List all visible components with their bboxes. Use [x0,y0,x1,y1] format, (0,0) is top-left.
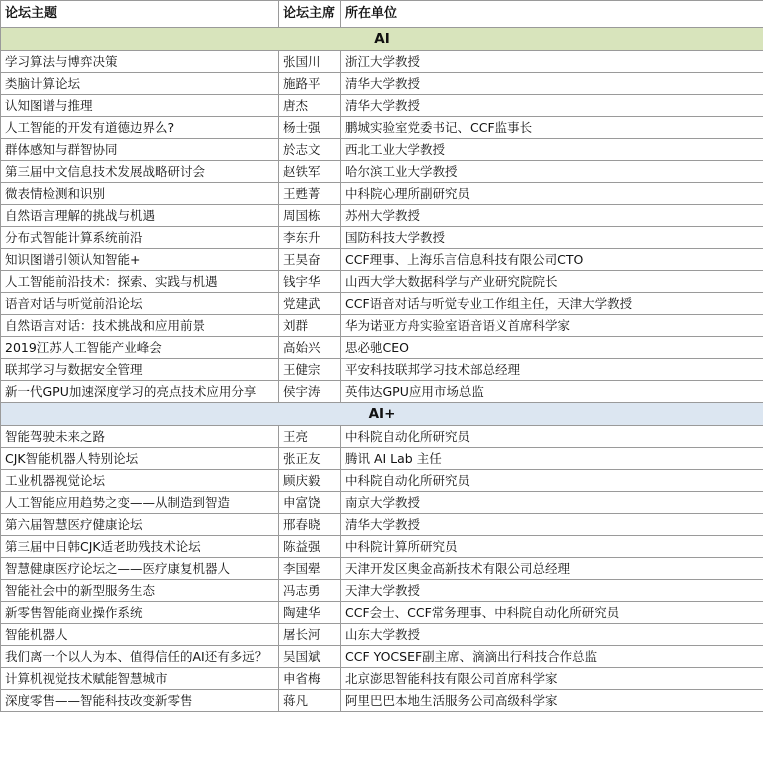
forum-chair-cell: 杨士强 [279,117,341,139]
forum-topic-cell: 新一代GPU加速深度学习的亮点技术应用分享 [1,381,279,403]
table-row [1,580,763,602]
affiliation-cell: 阿里巴巴本地生活服务公司高级科学家 [341,690,763,712]
header-row [1,1,763,28]
forum-chair-cell: 李东升 [279,227,341,249]
forum-topic-cell: 知识图谱引领认知智能+ [1,249,279,271]
forum-chair-cell: 李国翚 [279,558,341,580]
section-title: AI [1,28,763,51]
affiliation-cell: 中科院心理所副研究员 [341,183,763,205]
table-row [1,73,763,95]
forum-chair-cell: 王昊奋 [279,249,341,271]
table-row [1,426,763,448]
affiliation-cell: 天津开发区奥金高新技术有限公司总经理 [341,558,763,580]
forum-topic-cell: 人工智能的开发有道德边界么? [1,117,279,139]
forum-chair-cell: 吴国斌 [279,646,341,668]
affiliation-cell: CCF语音对话与听觉专业工作组主任，天津大学教授 [341,293,763,315]
table-row [1,558,763,580]
affiliation-cell: 腾讯 AI Lab 主任 [341,448,763,470]
forum-topic-cell: 微表情检测和识别 [1,183,279,205]
affiliation-cell: 国防科技大学教授 [341,227,763,249]
forum-chair-cell: 邢春晓 [279,514,341,536]
forum-topic-cell: 工业机器视觉论坛 [1,470,279,492]
forum-chair-cell: 王亮 [279,426,341,448]
forum-chair-cell: 王甦菁 [279,183,341,205]
forum-chair-cell: 申富饶 [279,492,341,514]
forum-chair-cell: 蒋凡 [279,690,341,712]
forum-chair-cell: 屠长河 [279,624,341,646]
affiliation-cell: 中科院计算所研究员 [341,536,763,558]
forum-topic-cell: 智慧健康医疗论坛之——医疗康复机器人 [1,558,279,580]
table-row [1,602,763,624]
affiliation-cell: 山东大学教授 [341,624,763,646]
table-row [1,668,763,690]
forum-chair-cell: 王健宗 [279,359,341,381]
forum-chair-cell: 周国栋 [279,205,341,227]
forum-topic-cell: 人工智能应用趋势之变——从制造到智造 [1,492,279,514]
table-row [1,51,763,73]
forum-chair-cell: 施路平 [279,73,341,95]
forum-topic-cell: 第六届智慧医疗健康论坛 [1,514,279,536]
affiliation-cell: 苏州大学教授 [341,205,763,227]
header-topic: 论坛主题 [1,1,279,28]
affiliation-cell: 思必驰CEO [341,337,763,359]
section-header-row [1,28,763,51]
section-title: AI+ [1,403,763,426]
affiliation-cell: 清华大学教授 [341,514,763,536]
table-row [1,359,763,381]
table-row [1,448,763,470]
forum-chair-cell: 顾庆毅 [279,470,341,492]
forum-chair-cell: 唐杰 [279,95,341,117]
affiliation-cell: 清华大学教授 [341,73,763,95]
affiliation-cell: 南京大学教授 [341,492,763,514]
forum-topic-cell: 我们离一个以人为本、值得信任的AI还有多远？ [1,646,279,668]
forum-topic-cell: 自然语言对话：技术挑战和应用前景 [1,315,279,337]
affiliation-cell: 鹏城实验室党委书记、CCF监事长 [341,117,763,139]
forum-chair-cell: 陶建华 [279,602,341,624]
affiliation-cell: 浙江大学教授 [341,51,763,73]
table-row [1,690,763,712]
forum-topic-cell: 计算机视觉技术赋能智慧城市 [1,668,279,690]
affiliation-cell: 中科院自动化所研究员 [341,470,763,492]
table-row [1,293,763,315]
forum-chair-cell: 张国川 [279,51,341,73]
forum-chair-cell: 申省梅 [279,668,341,690]
forum-topic-cell: 深度零售——智能科技改变新零售 [1,690,279,712]
affiliation-cell: 哈尔滨工业大学教授 [341,161,763,183]
forum-topic-cell: 联邦学习与数据安全管理 [1,359,279,381]
forum-topic-cell: 2019江苏人工智能产业峰会 [1,337,279,359]
table-row [1,315,763,337]
forum-topic-cell: 分布式智能计算系统前沿 [1,227,279,249]
forum-chair-cell: 张正友 [279,448,341,470]
affiliation-cell: CCF理事、上海乐言信息科技有限公司CTO [341,249,763,271]
forum-topic-cell: 人工智能前沿技术：探索、实践与机遇 [1,271,279,293]
forum-topic-cell: 类脑计算论坛 [1,73,279,95]
table-row [1,470,763,492]
table-row [1,536,763,558]
forum-topic-cell: 学习算法与博弈决策 [1,51,279,73]
table-row [1,227,763,249]
forum-chair-cell: 侯宇涛 [279,381,341,403]
forum-chair-cell: 钱宇华 [279,271,341,293]
forum-chair-cell: 赵铁军 [279,161,341,183]
affiliation-cell: 平安科技联邦学习技术部总经理 [341,359,763,381]
header-affiliation: 所在单位 [341,1,763,28]
forum-topic-cell: 智能社会中的新型服务生态 [1,580,279,602]
forum-topic-cell: 第三届中文信息技术发展战略研讨会 [1,161,279,183]
table-row [1,117,763,139]
table-row [1,646,763,668]
table-row [1,337,763,359]
table-body [1,28,763,712]
forum-chair-cell: 於志文 [279,139,341,161]
forum-topic-cell: 智能驾驶未来之路 [1,426,279,448]
table-row [1,161,763,183]
table-row [1,139,763,161]
forum-topic-cell: 第三届中日韩CJK适老助残技术论坛 [1,536,279,558]
forum-chair-cell: 高始兴 [279,337,341,359]
forum-chair-cell: 刘群 [279,315,341,337]
table-row [1,205,763,227]
forum-topic-cell: 群体感知与群智协同 [1,139,279,161]
forum-topic-cell: 自然语言理解的挑战与机遇 [1,205,279,227]
affiliation-cell: 北京澎思智能科技有限公司首席科学家 [341,668,763,690]
affiliation-cell: 天津大学教授 [341,580,763,602]
affiliation-cell: 清华大学教授 [341,95,763,117]
affiliation-cell: CCF YOCSEF副主席、滴滴出行科技合作总监 [341,646,763,668]
forum-topic-cell: 新零售智能商业操作系统 [1,602,279,624]
forum-topic-cell: 智能机器人 [1,624,279,646]
table-row [1,271,763,293]
affiliation-cell: 山西大学大数据科学与产业研究院院长 [341,271,763,293]
forum-topic-cell: CJK智能机器人特别论坛 [1,448,279,470]
table-row [1,95,763,117]
affiliation-cell: CCF会士、CCF常务理事、中科院自动化所研究员 [341,602,763,624]
table-row [1,514,763,536]
forum-chair-cell: 陈益强 [279,536,341,558]
forum-chair-cell: 冯志勇 [279,580,341,602]
table-row [1,249,763,271]
table-row [1,624,763,646]
table-row [1,381,763,403]
section-header-row [1,403,763,426]
table-row [1,492,763,514]
forum-chair-cell: 党建武 [279,293,341,315]
affiliation-cell: 英伟达GPU应用市场总监 [341,381,763,403]
table-row [1,183,763,205]
table-header [1,1,763,28]
affiliation-cell: 华为诺亚方舟实验室语音语义首席科学家 [341,315,763,337]
affiliation-cell: 西北工业大学教授 [341,139,763,161]
affiliation-cell: 中科院自动化所研究员 [341,426,763,448]
forum-topic-cell: 语音对话与听觉前沿论坛 [1,293,279,315]
forum-topic-cell: 认知图谱与推理 [1,95,279,117]
header-chair: 论坛主席 [279,1,341,28]
